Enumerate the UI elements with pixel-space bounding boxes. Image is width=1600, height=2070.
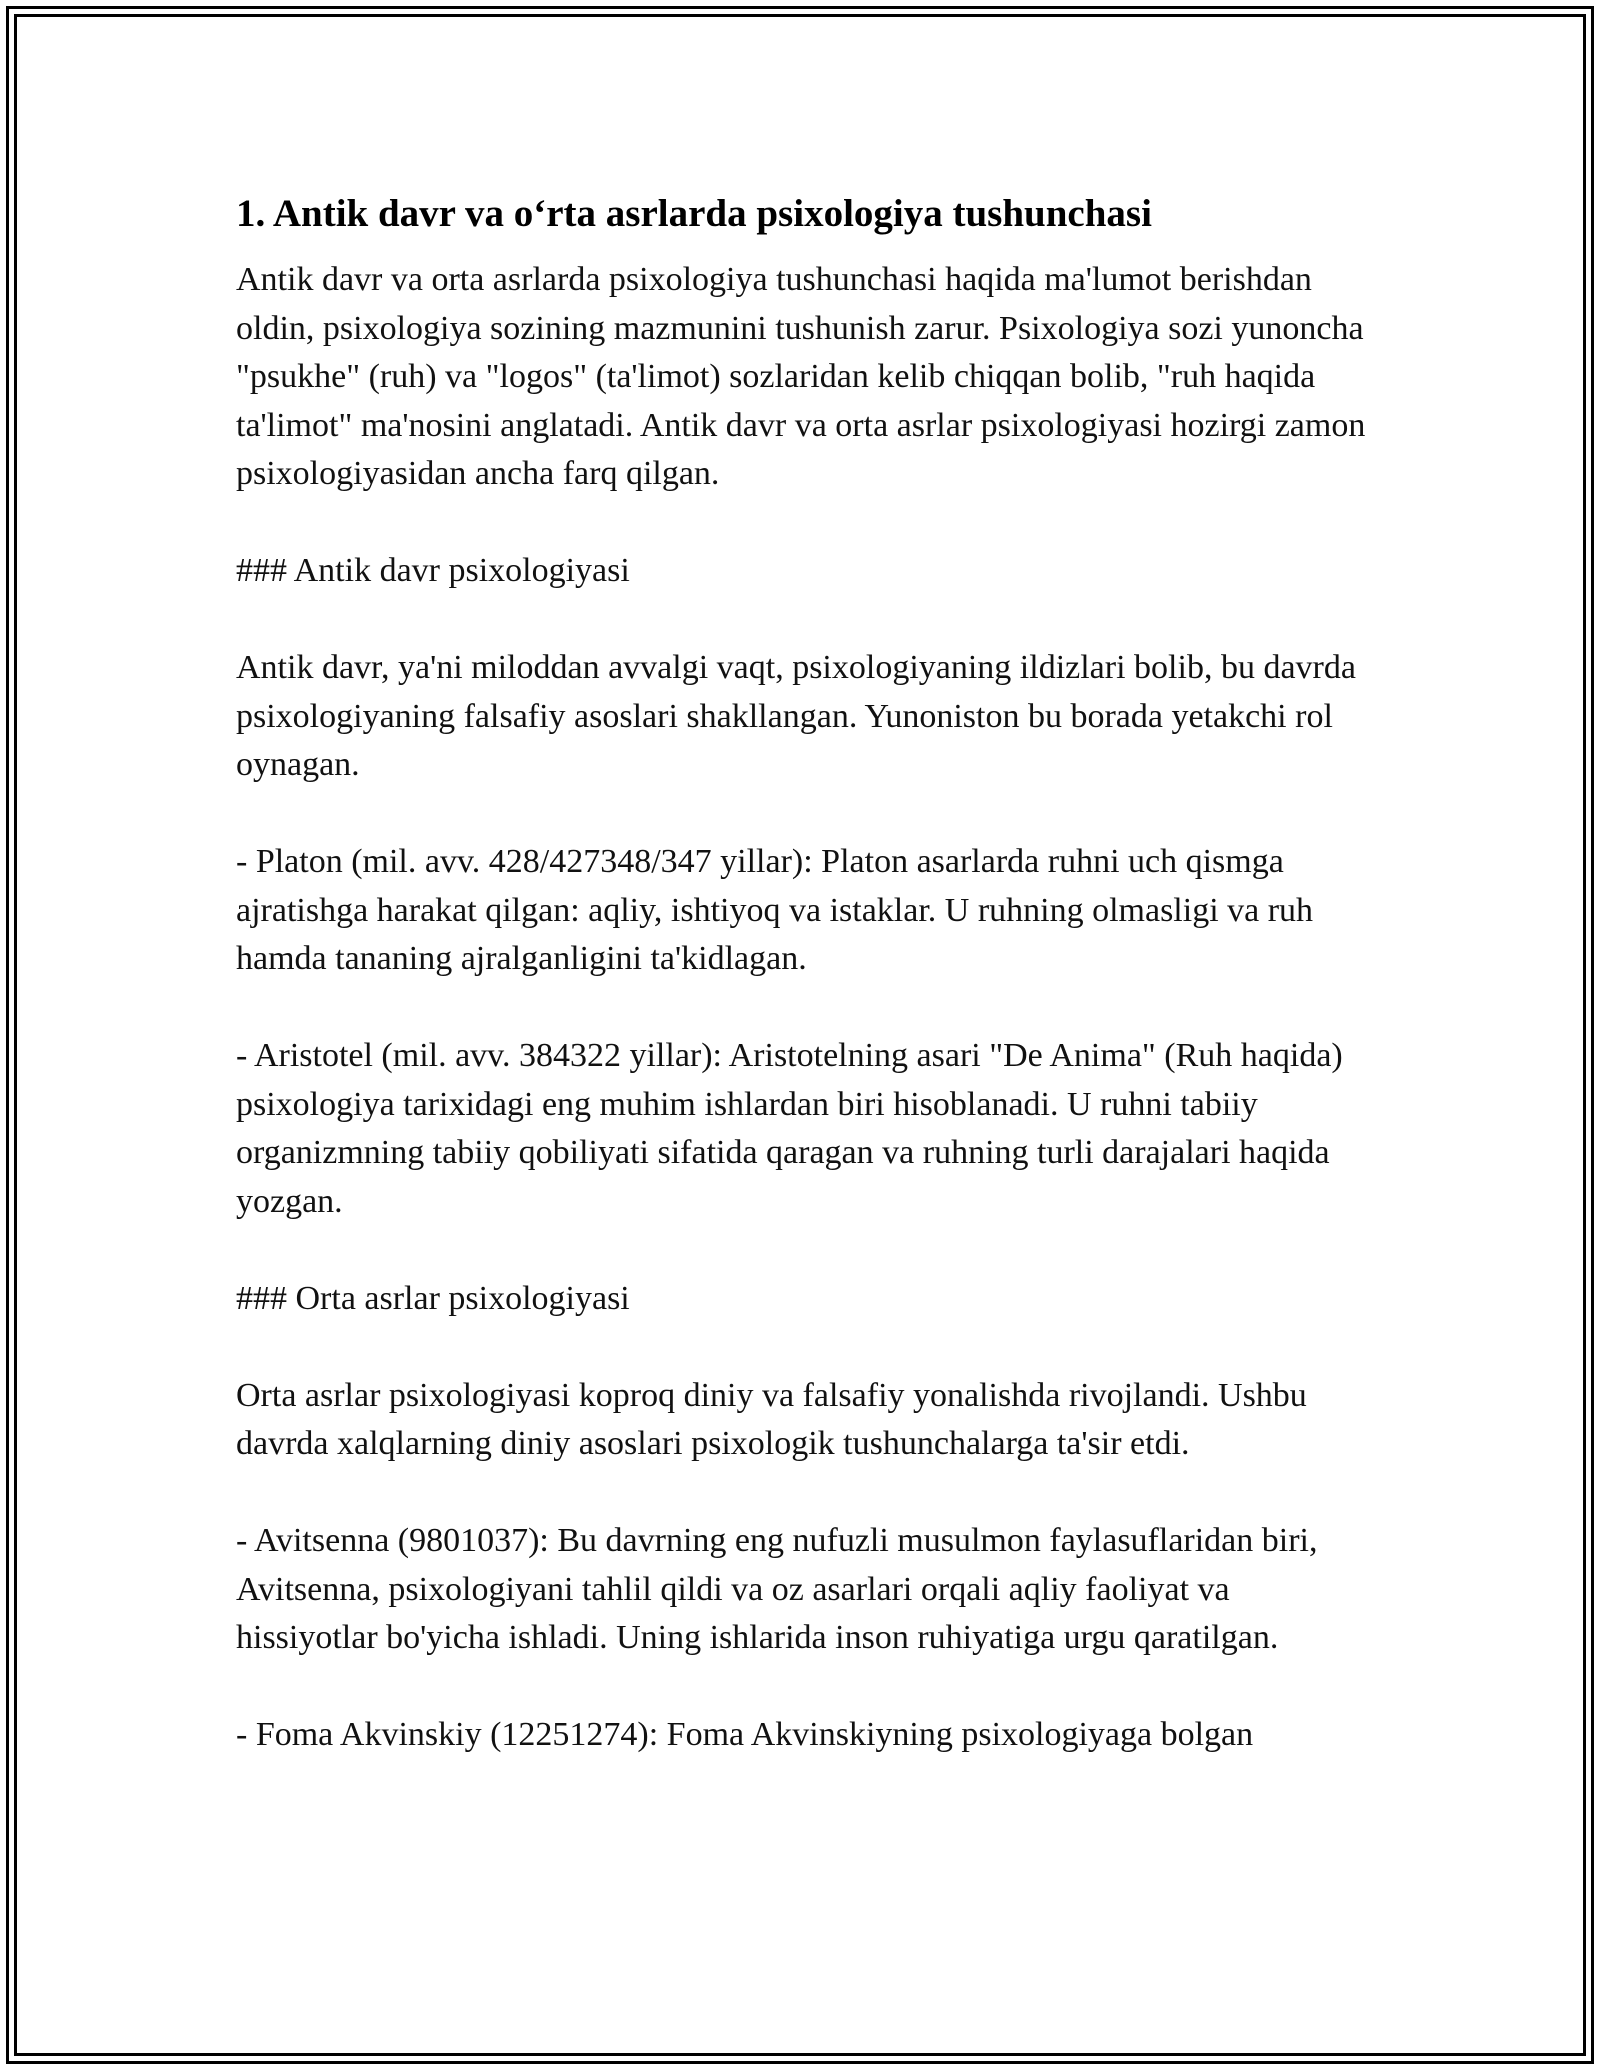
- aristotel-item: - Aristotel (mil. avv. 384322 yillar): Aristotelning asari "De Anima" (Ruh haqida) psixologiya tarixidagi eng muhim ishlardan biri hisoblanadi. U ruhni tabiiy organizmning tabiiy qobiliyati sifatida qaragan va ruhning turli darajalari haqida yozgan.: [236, 1037, 1343, 1220]
- intro-paragraph: Antik davr va orta asrlarda psixologiya tushunchasi haqida ma'lumot berishdan oldin, psixologiya sozining mazmunini tushunish zarur. Psixologiya sozi yunoncha "psukhe" (ruh) va "logos" (ta'limot) sozlaridan kelib chiqqan bolib, "ruh haqida ta'limot" ma'nosini anglatadi. Antik davr va orta asrlar psixologiyasi hozirgi zamon psixologiyasidan ancha farq qilgan.: [236, 261, 1366, 492]
- orta-paragraph: Orta asrlar psixologiyasi koproq diniy va falsafiy yonalishda rivojlandi. Ushbu davrda xalqlarning diniy asoslari psixologik tushunchalarga ta'sir etdi.: [236, 1376, 1307, 1462]
- section-title: 1. Antik davr va o‘rta asrlarda psixologiya tushunchasi: [236, 192, 1152, 235]
- akvinskiy-item: - Foma Akvinskiy (12251274): Foma Akvinskiyning psixologiyaga bolgan: [236, 1716, 1254, 1753]
- antik-paragraph: Antik davr, ya'ni miloddan avvalgi vaqt, psixologiyaning ildizlari bolib, bu davrda psixologiyaning falsafiy asoslari shakllangan. Yunoniston bu borada yetakchi rol oynagan.: [236, 649, 1356, 783]
- subheading-orta: ### Orta asrlar psixologiyasi: [236, 1279, 630, 1317]
- document-body: [236, 186, 1376, 1760]
- platon-item: - Platon (mil. avv. 428/427348/347 yillar): Platon asarlarda ruhni uch qismga ajratishga harakat qilgan: aqliy, ishtiyoq va istaklar. U ruhning olmasligi va ruh hamda tananing ajralganligini ta'kidlagan.: [236, 843, 1314, 977]
- avitsenna-item: - Avitsenna (9801037): Bu davrning eng nufuzli musulmon faylasuflaridan biri, Avitsenna, psixologiyani tahlil qildi va oz asarlari orqali aqliy faoliyat va hissiyotlar bo'yicha ishladi. Uning ishlarida inson ruhiyatiga urgu qaratilgan.: [236, 1522, 1318, 1656]
- subheading-antik: ### Antik davr psixologiyasi: [236, 552, 630, 589]
